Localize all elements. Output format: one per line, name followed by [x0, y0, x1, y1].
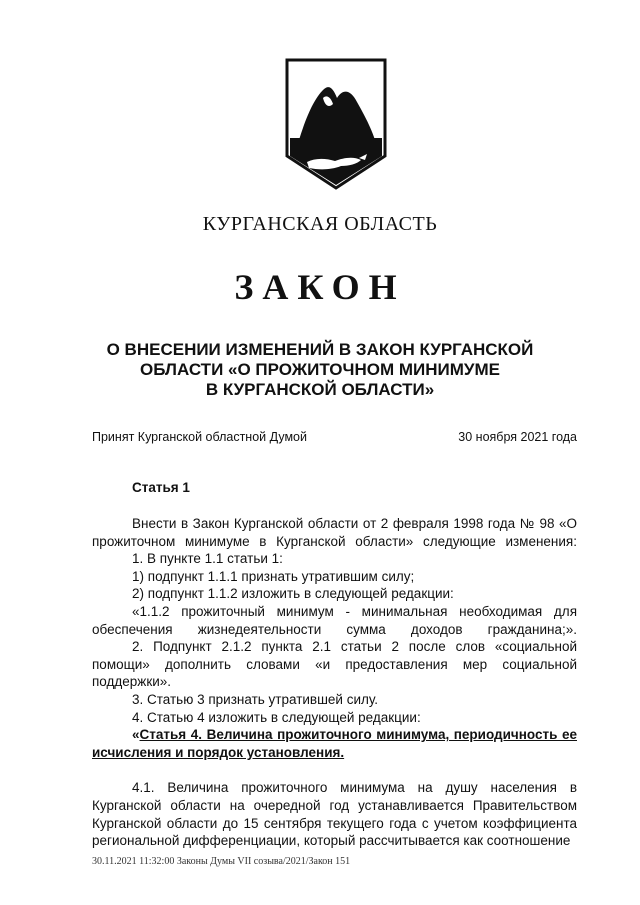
paragraph: «1.1.2 прожиточный минимум - минимальная необходимая для обеспечения жизнедеятельности сумма доходов гражданина;». — [92, 603, 577, 637]
paragraph-4-1: 4.1. Величина прожиточного минимума на душу населения в Курганской области на очередной год устанавливается Правительством Курганской области до 15 сентября текущего года с учетом коэффициента региональной дифференциации, который рассчитывается как соотношение — [92, 780, 577, 849]
document-footer: 30.11.2021 11:32:00 Законы Думы VII созыва/2021/Закон 151 — [92, 856, 351, 867]
paragraph: 3. Статью 3 признать утратившей силу. — [132, 691, 379, 707]
paragraph: 2. Подпункт 2.1.2 пункта 2.1 статьи 2 после слов «социальной помощи» дополнить словами «и предоставления мер социальной поддержки». — [92, 639, 577, 690]
law-subject — [100, 340, 540, 400]
paragraph: 1. В пункте 1.1 статьи 1: — [132, 551, 283, 567]
adopted-by: Принят Курганской областной Думой — [92, 430, 307, 444]
region-name: КУРГАНСКАЯ ОБЛАСТЬ — [202, 213, 438, 235]
spacer — [92, 761, 577, 779]
article-body — [92, 515, 577, 850]
paragraph: 4. Статью 4 изложить в следующей редакции: — [132, 709, 421, 725]
law-subject-line: ОБЛАСТИ «О ПРОЖИТОЧНОМ МИНИМУМЕ — [140, 360, 500, 379]
coat-of-arms-icon — [285, 58, 387, 190]
law-subject-line: В КУРГАНСКОЙ ОБЛАСТИ» — [205, 380, 435, 399]
quote-mark: « — [132, 727, 140, 743]
new-article-title: Статья 4. Величина прожиточного минимума, периодичность ее исчисления и порядок установления. — [92, 727, 577, 760]
new-article-heading — [92, 726, 577, 761]
adopted-date: 30 ноября 2021 года — [458, 430, 577, 444]
paragraph: 2) подпункт 1.1.2 изложить в следующей редакции: — [132, 586, 454, 602]
article-title: Статья 1 — [132, 480, 190, 495]
law-subject-line: О ВНЕСЕНИИ ИЗМЕНЕНИЙ В ЗАКОН КУРГАНСКОЙ — [106, 340, 534, 359]
paragraph: 1) подпункт 1.1.1 признать утратившим силу; — [132, 568, 415, 584]
paragraph: Внести в Закон Курганской области от 2 февраля 1998 года № 98 «О прожиточном минимуме в Курганской области» следующие изменения: — [92, 516, 577, 549]
law-heading: ЗАКОН — [234, 267, 406, 307]
